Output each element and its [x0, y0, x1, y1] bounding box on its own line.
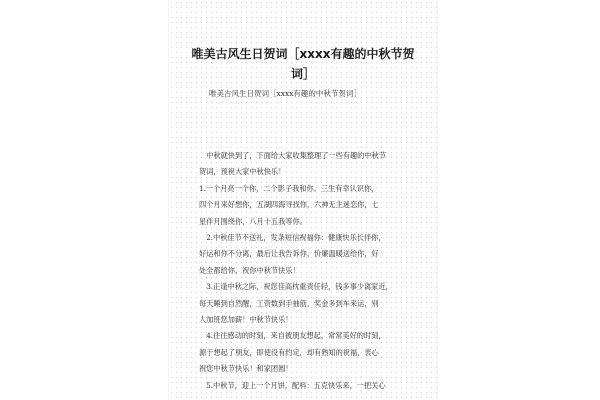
- body-line: 中秋就快到了，下面给大家收集整理了一些有趣的中秋节: [199, 151, 386, 160]
- title-line-1: 唯美古风生日贺词［xxxx有趣的中秋节贺: [191, 47, 415, 61]
- body-line: 2.中秋佳节不送礼，发条短信祝福你：健康快乐长伴你，: [199, 233, 386, 243]
- body-line: 3.正逢中秋之际，祝您佳高枕重责任轻，钱多事少离家近，: [199, 282, 393, 292]
- body-line: 四个月来好想你，五湖四海寻找你，六神无主迷恋你，七: [199, 200, 379, 210]
- document-page: [168, 0, 438, 400]
- body-line: 每天睡到自然醒，工资数到手抽筋，奖金多到车来运，别: [199, 298, 379, 308]
- body-line: 人加班您加薪！中秋节快乐！: [199, 315, 293, 325]
- body-line: 1.一个月亮一个你，二个影子我和你。三生有幸认识你，: [199, 183, 379, 193]
- document-subtitle: 唯美古风生日贺词［xxxx有趣的中秋节贺词］: [209, 89, 361, 98]
- body-line: 处全都给你，祝你中秋节快乐！: [199, 265, 300, 275]
- body-line: 5.中秋节，迎上一个月饼，配料：五克快乐来，一把关心: [199, 380, 386, 390]
- title-line-2: 词］: [290, 67, 315, 81]
- document-body: [199, 148, 419, 394]
- document-title: [189, 44, 417, 84]
- body-line: 源于想起了朋友，即使没有约定，却有熟知的祝福，衷心: [199, 347, 379, 357]
- body-line: 星伴月围绕你，八月十五我等你。: [199, 216, 307, 226]
- body-line: 4.往往感动的时刻，来自被朋友想起，常常美好的时刻，: [199, 331, 386, 341]
- body-line: 祝您中秋节快乐！和家团圆！: [199, 364, 293, 374]
- body-line: 贺词，预祝大家中秋快乐！: [199, 167, 286, 177]
- body-line: 好运和你不分离，最后让我告诉你，价廉温暖送给你，好: [199, 249, 379, 259]
